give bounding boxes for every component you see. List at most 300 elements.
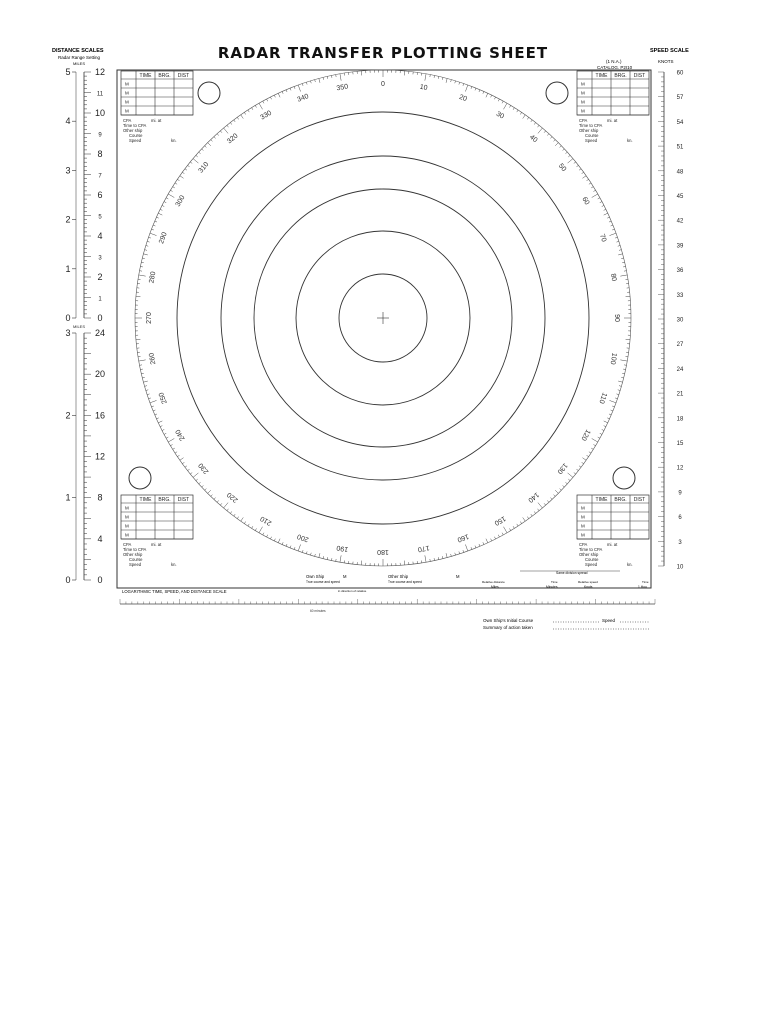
bearing-tick	[162, 205, 164, 206]
grid-header: DIST	[177, 497, 190, 503]
bearing-tick	[579, 466, 581, 468]
bearing-tick	[565, 482, 567, 484]
bearing-tick	[520, 112, 521, 114]
bearing-label: 300	[174, 194, 187, 208]
bearing-tick	[278, 93, 280, 97]
bearing-tick	[170, 444, 172, 445]
bearing-tick	[278, 539, 280, 543]
bearing-tick	[310, 81, 311, 83]
bearing-label: 30	[494, 110, 505, 121]
bearing-tick	[302, 84, 303, 86]
cpa-field-label: Speed	[585, 138, 598, 143]
bearing-tick	[442, 556, 443, 558]
grid-row-label: M	[125, 532, 129, 538]
bearing-tick	[151, 229, 153, 230]
bearing-label: 250	[158, 391, 169, 405]
speed-scale-label-value: 15	[676, 441, 684, 447]
bearing-tick	[622, 262, 624, 263]
bearing-tick	[475, 546, 476, 548]
bearing-tick	[607, 418, 609, 419]
minutes-unit-label: Minutes	[546, 585, 558, 589]
bearing-tick	[560, 146, 562, 148]
bearing-tick	[208, 490, 211, 493]
bearing-tick	[621, 377, 623, 378]
bearing-tick	[565, 152, 567, 154]
bearing-tick	[598, 437, 600, 438]
bearing-tick	[483, 542, 484, 544]
bearing-tick	[609, 221, 611, 222]
bearing-tick	[286, 90, 287, 92]
grid-header: TIME	[139, 497, 152, 503]
bearing-tick	[479, 544, 480, 546]
bearing-tick	[534, 511, 536, 513]
bearing-tick	[459, 82, 460, 84]
bearing-tick	[593, 190, 595, 191]
bearing-tick	[531, 514, 533, 516]
cpa-field-label: CPA	[123, 118, 132, 123]
bearing-tick	[177, 455, 179, 456]
bearing-tick	[180, 176, 184, 179]
own-ship-label: Own Ship	[306, 574, 325, 579]
grid-header: TIME	[595, 497, 608, 503]
bearing-tick	[185, 169, 187, 171]
bearing-tick	[220, 131, 222, 133]
info-box-bottom-left	[121, 495, 193, 567]
bearing-label: 50	[556, 162, 568, 174]
bearing-tick	[455, 81, 456, 83]
time-label-right: Time	[642, 580, 649, 584]
bearing-tick	[153, 225, 155, 226]
knots-unit-label: Knots	[584, 585, 593, 589]
bearing-tick	[255, 528, 256, 530]
bearing-tick	[214, 498, 216, 500]
bearing-tick	[576, 165, 578, 167]
bearing-tick	[147, 241, 149, 242]
bearing-tick	[544, 503, 546, 505]
bearing-tick	[517, 110, 518, 112]
lower-inner-label: 16	[94, 410, 106, 421]
speed-scale-label-value: 42	[676, 218, 684, 225]
bearing-tick	[327, 557, 328, 559]
bearing-tick	[166, 437, 168, 438]
bearing-tick	[270, 97, 271, 99]
bearing-tick	[220, 503, 222, 505]
bearing-tick	[173, 187, 175, 188]
bearing-tick	[173, 448, 175, 449]
lower-outer-label: 2	[65, 410, 71, 421]
cpa-field-label: CPA	[579, 118, 588, 123]
bearing-tick	[340, 74, 341, 81]
bearing-label: 320	[226, 132, 240, 146]
bearing-tick	[267, 99, 268, 101]
bearing-label: 160	[456, 532, 470, 543]
upper-inner-label: 10	[94, 108, 106, 118]
cpa-field-label: Course	[585, 557, 599, 562]
bearing-tick	[486, 539, 488, 543]
bearing-tick	[177, 179, 179, 180]
bearing-tick	[162, 429, 164, 430]
bearing-tick	[202, 485, 204, 487]
bearing-tick	[491, 539, 492, 541]
cpa-field-label: Speed	[585, 562, 598, 567]
speed-scale-label-value: 24	[676, 366, 684, 373]
bearing-tick	[446, 553, 447, 557]
cpa-field-label: kn.	[171, 562, 177, 567]
bearing-tick	[618, 390, 620, 391]
grid-row-label: M	[581, 514, 585, 520]
bearing-tick	[255, 105, 256, 107]
lower-inner-label: 4	[97, 533, 103, 544]
bearing-tick	[282, 542, 283, 544]
bearing-tick	[582, 172, 584, 173]
info-box-top-right	[577, 71, 649, 143]
bearing-tick	[592, 439, 598, 443]
bearing-tick	[611, 225, 613, 226]
log-scale-ticks	[120, 599, 655, 613]
bearing-tick	[252, 108, 253, 110]
bearing-label: 240	[174, 428, 187, 442]
bearing-tick	[331, 75, 332, 77]
bearing-label: 190	[336, 543, 349, 553]
bearing-tick	[241, 517, 244, 521]
grid-row-label: M	[125, 523, 129, 529]
grid-header: DIST	[177, 73, 190, 79]
bearing-tick	[155, 414, 157, 415]
bearing-tick	[290, 546, 291, 548]
bearing-tick	[618, 254, 622, 255]
grid-row-label: M	[581, 99, 585, 105]
speed-scale-label-value: 33	[676, 292, 684, 299]
speed-scale-label-value: 48	[676, 169, 684, 176]
bearing-tick	[479, 90, 480, 92]
bearing-tick	[259, 527, 263, 533]
upper-outer-label: 4	[65, 116, 71, 127]
speed-scale	[658, 71, 684, 571]
upper-outer-label: 5	[65, 67, 71, 77]
bearing-tick	[168, 439, 174, 443]
bearing-tick	[193, 473, 198, 477]
bearing-tick	[494, 537, 495, 539]
bearing-tick	[611, 410, 613, 411]
upper-outer-label: 3	[65, 165, 71, 176]
bearing-tick	[589, 183, 591, 184]
bearing-tick	[538, 503, 542, 508]
bearing-tick	[471, 86, 472, 88]
bearing-tick	[509, 105, 510, 107]
bearing-tick	[582, 462, 584, 463]
bearing-tick	[547, 134, 549, 136]
grid-row-label: M	[125, 514, 129, 520]
bearing-tick	[560, 489, 562, 491]
bearing-tick	[612, 406, 614, 407]
bearing-tick	[483, 91, 484, 93]
bearing-tick	[527, 117, 528, 119]
bearing-tick	[244, 112, 245, 114]
bearing-tick	[438, 76, 439, 78]
time-label: Time	[551, 580, 558, 584]
bearing-tick	[434, 558, 435, 560]
bearing-tick	[244, 522, 245, 524]
bearing-tick	[160, 209, 162, 210]
upper-inner-label: 5	[98, 214, 102, 221]
bearing-tick	[146, 390, 148, 391]
bearing-tick	[555, 143, 558, 146]
bearing-tick	[237, 517, 238, 519]
bearing-label: 40	[527, 133, 539, 145]
bearing-tick	[248, 110, 249, 112]
bearing-label: 350	[336, 83, 349, 93]
cpa-field-label: Course	[129, 133, 143, 138]
bearing-tick	[306, 551, 307, 553]
bearing-tick	[158, 213, 162, 215]
bearing-tick	[486, 93, 488, 97]
cpa-field-label: CPA	[579, 542, 588, 547]
bearing-label: 340	[296, 93, 310, 104]
bearing-tick	[523, 115, 526, 119]
bearing-label: 260	[148, 352, 158, 365]
cpa-field-label: Time to CPA	[579, 547, 603, 552]
bearing-tick	[150, 233, 157, 235]
catalog-line2: CATALOG. P2I10	[597, 65, 633, 70]
bearing-tick	[550, 137, 552, 139]
bearing-tick	[153, 410, 155, 411]
speed-scale-label-value: 27	[676, 342, 684, 349]
bearing-tick	[175, 183, 177, 184]
bearing-tick	[234, 514, 236, 516]
upper-inner-label: 11	[96, 91, 104, 98]
bearing-tick	[509, 528, 510, 530]
cpa-field-label: Course	[585, 133, 599, 138]
bearing-tick	[141, 262, 143, 263]
bearing-tick	[587, 455, 589, 456]
bearing-tick	[310, 553, 311, 555]
cpa-field-label: kn.	[171, 138, 177, 143]
bearing-tick	[211, 140, 213, 142]
upper-inner-label: 9	[98, 132, 102, 139]
bearing-tick	[263, 533, 264, 535]
bearing-tick	[520, 522, 521, 524]
bearing-tick	[298, 85, 300, 92]
lower-inner-label: 20	[94, 369, 106, 380]
bearing-label: 180	[377, 548, 389, 556]
grid-header: BRG.	[614, 73, 627, 79]
bearing-tick	[315, 80, 316, 82]
grid-row-label: M	[125, 90, 129, 96]
minutes-note: 60 minutes	[310, 609, 326, 613]
bearing-tick	[224, 128, 228, 133]
bearing-tick	[190, 162, 192, 164]
speed-line-label: Speed	[602, 618, 616, 623]
bearing-tick	[142, 377, 144, 378]
bearing-label: 200	[296, 532, 310, 543]
bearing-tick	[446, 78, 447, 82]
bearing-tick	[248, 524, 249, 526]
bearing-label: 310	[197, 161, 211, 175]
bearing-tick	[568, 159, 573, 163]
same-division-spread-label: Same division spread	[556, 571, 588, 575]
lower-outer-label: 1	[65, 492, 71, 503]
own-ship-true-course: True course and speed	[306, 580, 340, 584]
distance-scales-label: DISTANCE SCALES	[52, 48, 104, 54]
bearing-tick	[504, 103, 508, 109]
grid-row-label: M	[125, 81, 129, 87]
bearing-tick	[589, 452, 591, 453]
bearing-tick	[214, 137, 216, 139]
one-hour-label: 1 Hou	[638, 585, 647, 589]
cpa-field-label: mi. at	[151, 542, 162, 547]
lower-outer-label: 3	[65, 328, 71, 338]
bearing-label: 290	[158, 231, 169, 245]
sheet-title: RADAR TRANSFER PLOTTING SHEET	[217, 44, 549, 62]
bearing-tick	[139, 360, 146, 361]
grid-header: DIST	[633, 497, 646, 503]
bearing-tick	[188, 469, 190, 471]
bearing-tick	[145, 250, 147, 251]
bearing-label: 140	[526, 490, 540, 504]
grid-header: BRG.	[614, 497, 627, 503]
cpa-field-label: mi. at	[151, 118, 162, 123]
bearing-tick	[534, 123, 536, 125]
cpa-field-label: mi. at	[607, 542, 618, 547]
grid-header: BRG.	[158, 497, 171, 503]
upper-inner-label: 6	[97, 190, 103, 200]
bearing-tick	[267, 535, 268, 537]
bearing-tick	[202, 149, 204, 151]
grid-row-label: M	[581, 523, 585, 529]
cpa-field-label: Other ship	[579, 552, 599, 557]
bearing-tick	[323, 556, 324, 558]
bearing-tick	[563, 149, 565, 151]
compass-rose	[135, 70, 631, 566]
bearing-label: 330	[259, 109, 273, 122]
cpa-field-label: Other ship	[123, 128, 143, 133]
bearing-tick	[274, 95, 275, 97]
bearing-tick	[591, 448, 593, 449]
bearing-tick	[537, 125, 539, 127]
upper-inner-label: 2	[97, 272, 103, 282]
bearing-tick	[185, 466, 187, 468]
bearing-tick	[182, 172, 184, 173]
grid-row-label: M	[581, 505, 585, 511]
bearing-tick	[451, 80, 452, 82]
distance-scales	[65, 67, 105, 585]
lower-inner-label: 8	[97, 492, 103, 503]
bearing-tick	[619, 250, 621, 251]
cpa-field-label: Course	[129, 557, 143, 562]
bearing-tick	[604, 213, 608, 215]
bearing-tick	[182, 462, 184, 463]
upper-inner-label: 8	[97, 149, 103, 159]
bearing-tick	[527, 517, 528, 519]
bearing-tick	[465, 544, 467, 551]
bearing-tick	[616, 241, 618, 242]
bearing-tick	[620, 275, 627, 276]
punch-hole-bottom-left	[129, 467, 151, 489]
lower-outer-label: 0	[65, 575, 71, 585]
cpa-field-label: Other ship	[123, 552, 143, 557]
bearing-tick	[517, 524, 518, 526]
radar-range-setting-label: Radar Range Setting	[58, 55, 101, 60]
cpa-field-label: mi. at	[607, 118, 618, 123]
bearing-tick	[340, 555, 341, 562]
upper-inner-label: 0	[97, 313, 103, 323]
bearing-tick	[609, 400, 616, 402]
bearing-tick	[498, 535, 499, 537]
info-box-top-left	[121, 71, 193, 143]
bearing-tick	[563, 485, 565, 487]
bearing-tick	[323, 77, 324, 79]
bearing-tick	[547, 500, 549, 502]
bearing-tick	[555, 490, 558, 493]
bearing-tick	[190, 472, 192, 474]
bearing-tick	[582, 458, 586, 461]
upper-inner-label: 3	[98, 255, 102, 262]
bearing-tick	[459, 551, 460, 553]
bearing-tick	[591, 187, 593, 188]
speed-scale-label-value: 30	[676, 317, 684, 324]
bearing-tick	[199, 482, 201, 484]
bearing-tick	[180, 458, 184, 461]
bearing-tick	[494, 97, 495, 99]
bearing-tick	[145, 386, 147, 387]
bearing-label: 150	[493, 514, 507, 527]
bearing-tick	[294, 86, 295, 88]
bearing-tick	[550, 498, 552, 500]
bearing-tick	[607, 217, 609, 218]
bearing-tick	[263, 101, 264, 103]
bearing-tick	[224, 503, 228, 508]
upper-inner-label: 4	[97, 231, 103, 241]
miles-label-top: MILES	[73, 61, 86, 66]
bearing-label: 170	[417, 543, 430, 553]
grid-row-label: M	[581, 81, 585, 87]
punch-hole-top-left	[198, 82, 220, 104]
grid-row-label: M	[125, 505, 129, 511]
bearing-tick	[259, 103, 263, 109]
speed-scale-label-value: 45	[676, 194, 684, 200]
bearing-tick	[616, 394, 618, 395]
bearing-tick	[502, 533, 503, 535]
bearing-label: 10	[419, 83, 429, 93]
grid-header: BRG.	[158, 73, 171, 79]
bearing-tick	[298, 544, 300, 551]
bearing-tick	[286, 544, 287, 546]
bearing-tick	[208, 143, 211, 146]
bearing-tick	[274, 539, 275, 541]
upper-inner-label: 1	[98, 296, 102, 303]
bearing-tick	[164, 433, 166, 434]
bearing-tick	[211, 495, 213, 497]
speed-scale-label-value: 10	[676, 564, 684, 571]
cpa-field-label: CPA	[123, 542, 132, 547]
bearing-tick	[604, 426, 606, 427]
bearing-label: 130	[555, 461, 569, 475]
cpa-field-label: kn.	[627, 138, 633, 143]
bearing-tick	[537, 509, 539, 511]
bearing-tick	[434, 75, 435, 77]
bearing-tick	[166, 198, 168, 199]
lower-inner-label: 12	[94, 451, 106, 462]
cpa-field-label: Time to CPA	[123, 547, 147, 552]
bearing-tick	[438, 557, 439, 559]
relative-speed-label: Relative speed	[578, 580, 598, 584]
punch-hole-top-right	[546, 82, 568, 104]
speed-scale-label-value: 12	[676, 465, 684, 472]
lower-inner-label: 24	[94, 328, 106, 338]
bearing-tick	[615, 398, 617, 399]
bearing-tick	[568, 479, 570, 481]
summary-label: Summary of action taken	[483, 625, 533, 630]
